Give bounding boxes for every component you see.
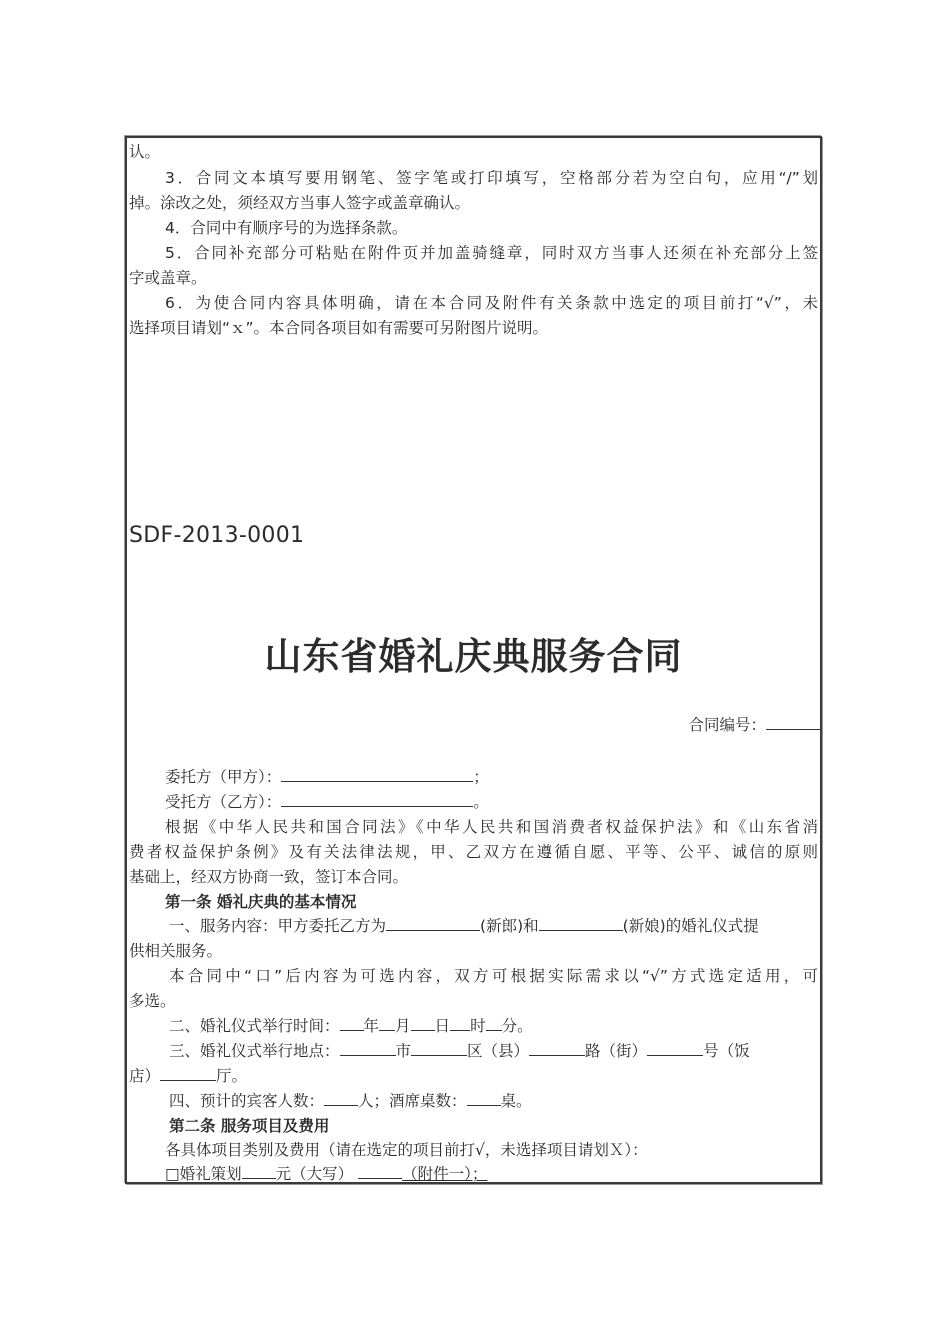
note-3-line1: 3．合同文本填写要用钢笔、签字笔或打印填写，空格部分若为空白句，应用“/”划 (165, 169, 818, 187)
party-b-end: 。 (473, 793, 489, 811)
note-continuation: 认。 (129, 143, 161, 161)
guests-blank[interactable] (324, 1090, 358, 1106)
optional-line1: 本合同中“口”后内容为可选内容，双方可根据实际需求以“√”方式选定适用，可 (169, 967, 818, 985)
place-label: 三、婚礼仪式举行地点： (169, 1042, 340, 1060)
attachment-ref: （附件一）； (402, 1165, 488, 1183)
article1-heading: 第一条 婚礼庆典的基本情况 (165, 893, 357, 911)
guest-count-line (129, 1089, 818, 1114)
service-line1 (129, 914, 818, 939)
month-blank[interactable] (379, 1015, 395, 1031)
day-blank[interactable] (411, 1015, 435, 1031)
note-6-line2: 选择项目请划“ｘ”。本合同各项目如有需要可另附图片说明。 (129, 319, 549, 337)
day-unit: 日 (434, 1017, 451, 1035)
tables-unit: 桌。 (500, 1092, 532, 1110)
ceremony-place-line2 (129, 1064, 818, 1089)
optional-line2: 多选。 (129, 992, 176, 1010)
service-item-planning (129, 1162, 818, 1184)
planning-amount-blank[interactable] (242, 1163, 276, 1179)
city-blank[interactable] (340, 1040, 396, 1056)
checkbox-icon[interactable]: □ (165, 1165, 180, 1183)
note-4: 4．合同中有顺序号的为选择条款。 (165, 219, 408, 237)
party-a-line (129, 765, 818, 790)
planning-unit: 元（大写） (275, 1165, 354, 1183)
service-label: 一、服务内容：甲方委托乙方为 (169, 917, 387, 935)
year-blank[interactable] (340, 1015, 364, 1031)
road-unit: 路（街） (585, 1042, 648, 1060)
ceremony-time-line (129, 1014, 818, 1039)
party-b-line (129, 790, 818, 815)
district-unit: 区（县） (467, 1042, 530, 1060)
note-6-line1: 6．为使合同内容具体明确，请在本合同及附件有关条款中选定的项目前打“√”，未 (165, 294, 818, 312)
preamble-line3: 基础上，经双方协商一致，签订本合同。 (129, 868, 409, 886)
planning-label: 婚礼策划 (179, 1165, 242, 1183)
guests-label: 四、预计的宾客人数： (169, 1092, 325, 1110)
restaurant-label: 店） (129, 1067, 161, 1085)
minute-unit: 分。 (501, 1017, 533, 1035)
tables-blank[interactable] (467, 1090, 501, 1106)
hour-blank[interactable] (450, 1015, 470, 1031)
district-blank[interactable] (411, 1040, 467, 1056)
note-5-line2: 字或盖章。 (129, 269, 207, 287)
bride-blank[interactable] (539, 915, 623, 931)
preamble-line1: 根据《中华人民共和国合同法》《中华人民共和国消费者权益保护法》和《山东省消 (165, 818, 818, 836)
planning-uppercase-blank[interactable] (358, 1163, 402, 1179)
document-page (125, 136, 822, 1184)
minute-blank[interactable] (486, 1015, 502, 1031)
city-unit: 市 (395, 1042, 412, 1060)
number-blank[interactable] (647, 1040, 703, 1056)
ceremony-place-line1 (129, 1039, 818, 1064)
article2-intro: 各具体项目类别及费用（请在选定的项目前打√，未选择项目请划Ｘ）： (165, 1141, 648, 1159)
party-b-blank[interactable] (281, 791, 473, 807)
time-label: 二、婚礼仪式举行时间： (169, 1017, 340, 1035)
number-unit: 号（饭 (703, 1042, 750, 1060)
hour-unit: 时 (470, 1017, 486, 1035)
preamble-line2: 费者权益保护条例》及有关法律法规，甲、乙双方在遵循自愿、平等、公平、诚信的原则 (129, 843, 818, 861)
contract-number-blank[interactable] (766, 714, 820, 730)
hall-blank[interactable] (160, 1065, 216, 1081)
document-code: SDF-2013-0001 (129, 523, 305, 548)
bride-label: (新娘)的婚礼仪式提 (622, 917, 759, 935)
article2-heading: 第二条 服务项目及费用 (169, 1117, 330, 1135)
party-a-end: ； (473, 768, 489, 786)
contract-number-field (688, 713, 820, 735)
contract-number-label: 合同编号： (688, 716, 766, 734)
party-a-label: 委托方（甲方）： (165, 768, 282, 786)
party-b-label: 受托方（乙方）： (165, 793, 282, 811)
party-a-blank[interactable] (281, 766, 473, 782)
year-unit: 年 (363, 1017, 380, 1035)
document-title: 山东省婚礼庆典服务合同 (264, 635, 683, 678)
groom-blank[interactable] (386, 915, 480, 931)
tables-label: 人；酒席桌数： (358, 1092, 467, 1110)
month-unit: 月 (395, 1017, 411, 1035)
hall-unit: 厅。 (216, 1067, 248, 1085)
note-5-line1: 5．合同补充部分可粘贴在附件页并加盖骑缝章，同时双方当事人还须在补充部分上签 (165, 244, 818, 262)
groom-label: (新郎)和 (480, 917, 539, 935)
road-blank[interactable] (529, 1040, 585, 1056)
service-line2: 供相关服务。 (129, 942, 223, 960)
note-3-line2: 掉。涂改之处，须经双方当事人签字或盖章确认。 (129, 194, 471, 212)
